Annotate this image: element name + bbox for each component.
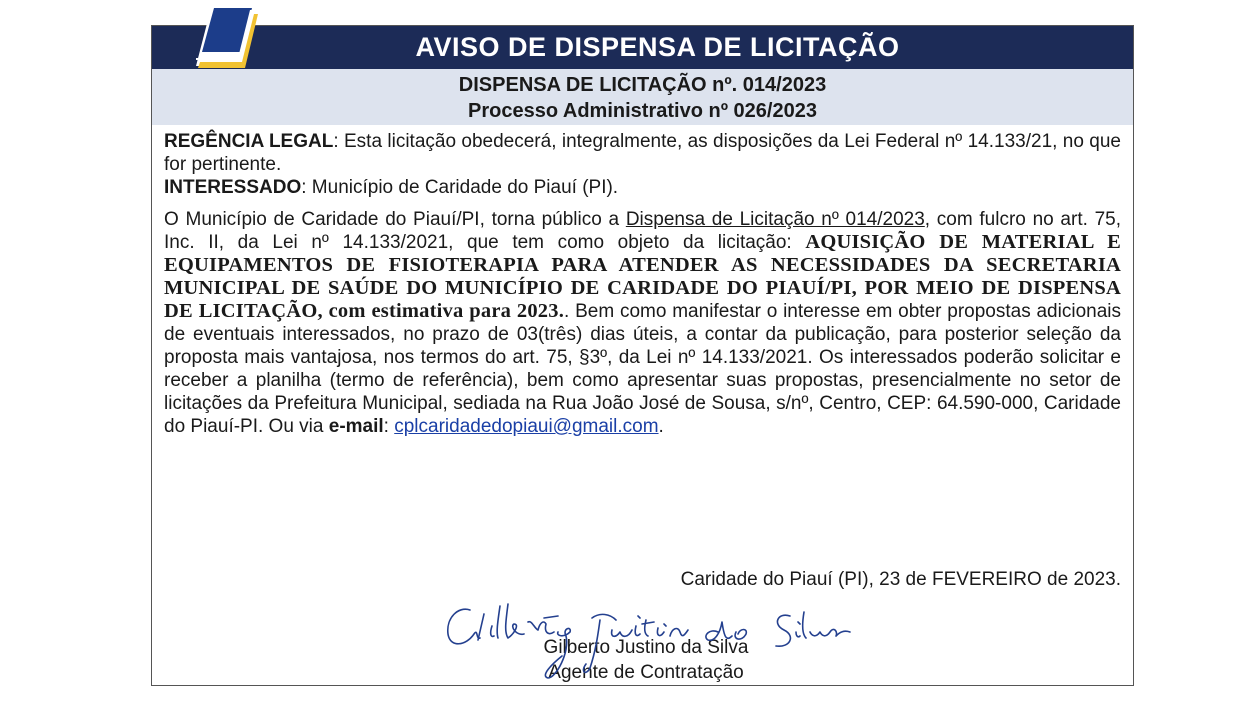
interessado-label: INTERESSADO: [164, 177, 302, 198]
interessado-paragraph: [164, 176, 1121, 199]
dispensa-number: DISPENSA DE LICITAÇÃO nº. 014/2023: [458, 74, 827, 96]
legal-basis-text: , com fulcro no art. 75, Inc. II, da Lei nº 14.133/2021, que tem como objeto da licitação:: [164, 209, 1122, 253]
main-paragraph: [164, 208, 1121, 438]
handwritten-signature: [440, 592, 860, 682]
regencia-text: : Esta licitação obedecerá, integralmente, as disposições da Lei Federal nº 14.133/21, no que for pertinente.: [164, 131, 1121, 175]
interessado-text: : Município de Caridade do Piauí (PI).: [301, 177, 619, 198]
regencia-paragraph: [164, 130, 1121, 176]
title-bar: [152, 26, 1133, 69]
date-line: Caridade do Piauí (PI), 23 de FEVEREIRO de 2023.: [680, 569, 1121, 590]
intro-text: O Município de Caridade do Piauí/PI, torna público a: [164, 209, 626, 230]
signatory-role: Agente de Contratação: [548, 662, 744, 683]
notice-title: AVISO DE DISPENSA DE LICITAÇÃO: [415, 32, 900, 62]
email-colon: :: [383, 416, 389, 437]
notice-body: [164, 130, 1121, 438]
procedure-text: . Bem como manifestar o interesse em obter propostas adicionais de eventuais interessados, no prazo de 03(três) dias úteis, a contar da publicação, para posterior seleção da proposta mais vantajosa, nos termos do art. 75, §3º, da Lei nº 14.133/2021. Os interessados poderão solicitar e receber a planilha (termo de referência), bem como apresentar suas propostas, presencialmente no setor de licitações da Prefeitura Municipal, sediada na Rua João José de Sousa, s/nº, Centro, CEP: 64.590-000, Caridade do Piauí-PI. Ou via: [164, 301, 1121, 437]
regencia-label: REGÊNCIA LEGAL: [164, 131, 334, 152]
brand-logo-icon: [190, 4, 262, 72]
dispensa-reference: Dispensa de Licitação nº 014/2023: [625, 209, 925, 230]
subtitle-bar: [152, 69, 1133, 125]
notice-panel: [151, 25, 1134, 686]
object-description: AQUISIÇÃO DE MATERIAL E EQUIPAMENTOS DE FISIOTERAPIA PARA ATENDER AS NECESSIDADES DA SECRETARIA MUNICIPAL DE SAÚDE DO MUNICÍPIO DE CARIDADE DO PIAUÍ/PI, POR MEIO DE DISPENSA DE LICITAÇÃO, com estimativa para 2023.: [164, 231, 1121, 322]
email-link[interactable]: cplcaridadedopiaui@gmail.com: [394, 416, 659, 437]
signatory-name: Gilberto Justino da Silva: [543, 637, 749, 658]
email-label: e-mail: [328, 416, 384, 437]
process-number: Processo Administrativo nº 026/2023: [468, 100, 817, 122]
email-end: .: [658, 416, 664, 437]
